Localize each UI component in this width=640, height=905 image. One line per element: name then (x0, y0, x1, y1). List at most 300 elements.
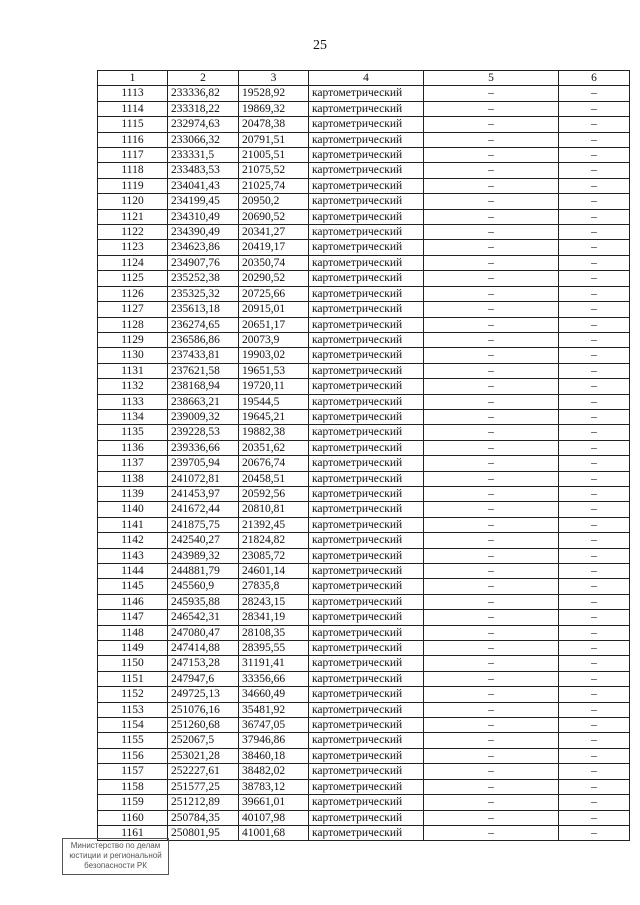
table-cell: – (424, 379, 559, 394)
table-cell: картометрический (309, 641, 424, 656)
table-row (98, 302, 630, 317)
table-row (98, 795, 630, 810)
table-cell: 20478,38 (239, 117, 309, 132)
table-cell: картометрический (309, 225, 424, 240)
table-cell: – (559, 317, 630, 332)
table-cell: 238168,94 (168, 379, 239, 394)
table-cell: 233066,32 (168, 132, 239, 147)
table-cell: 1145 (98, 579, 168, 594)
table-cell: – (424, 764, 559, 779)
table-row (98, 810, 630, 825)
table-cell: картометрический (309, 825, 424, 840)
table-cell: картометрический (309, 533, 424, 548)
table-cell: – (424, 748, 559, 763)
table-cell: – (424, 825, 559, 840)
table-cell: 20341,27 (239, 225, 309, 240)
table-cell: 246542,31 (168, 610, 239, 625)
table-cell: – (559, 671, 630, 686)
table-cell: картометрический (309, 117, 424, 132)
table-cell: – (559, 394, 630, 409)
table-row (98, 687, 630, 702)
table-row (98, 825, 630, 840)
table-cell: 237621,58 (168, 363, 239, 378)
table-cell: 1148 (98, 625, 168, 640)
stamp-line: Министерство по делам (70, 841, 161, 850)
table-cell: – (424, 440, 559, 455)
table-cell: картометрический (309, 302, 424, 317)
table-row (98, 486, 630, 501)
table-cell: 20810,81 (239, 502, 309, 517)
table-cell: – (559, 779, 630, 794)
table-cell: 1115 (98, 117, 168, 132)
table-cell: 236586,86 (168, 332, 239, 347)
table-cell: картометрический (309, 148, 424, 163)
table-cell: 21824,82 (239, 533, 309, 548)
table-cell: – (559, 748, 630, 763)
table-cell: 232974,63 (168, 117, 239, 132)
table-cell: 1135 (98, 425, 168, 440)
table-cell: картометрический (309, 379, 424, 394)
table-cell: – (424, 86, 559, 101)
table-cell: – (559, 810, 630, 825)
table-row (98, 718, 630, 733)
table-cell: картометрический (309, 764, 424, 779)
table-cell: 233483,53 (168, 163, 239, 178)
table-cell: 1125 (98, 271, 168, 286)
table-cell: 20073,9 (239, 332, 309, 347)
table-cell: – (424, 517, 559, 532)
table-cell: – (424, 671, 559, 686)
table-cell: картометрический (309, 579, 424, 594)
table-cell: – (559, 456, 630, 471)
table-cell: – (424, 209, 559, 224)
table-row (98, 86, 630, 101)
table-row (98, 163, 630, 178)
table-cell: 249725,13 (168, 687, 239, 702)
table-cell: 1122 (98, 225, 168, 240)
table-cell: 1130 (98, 348, 168, 363)
table-cell: картометрический (309, 163, 424, 178)
table-cell: 19544,5 (239, 394, 309, 409)
table-cell: 1153 (98, 702, 168, 717)
table-cell: 1150 (98, 656, 168, 671)
table-row (98, 425, 630, 440)
table-cell: 19651,53 (239, 363, 309, 378)
table-cell: 38783,12 (239, 779, 309, 794)
table-cell: 21392,45 (239, 517, 309, 532)
table-cell: 20351,62 (239, 440, 309, 455)
table-cell: – (559, 86, 630, 101)
table-cell: 1126 (98, 286, 168, 301)
table-cell: – (424, 255, 559, 270)
table-cell: – (424, 101, 559, 116)
table-row (98, 409, 630, 424)
table-cell: – (559, 379, 630, 394)
table-cell: 252067,5 (168, 733, 239, 748)
table-row (98, 548, 630, 563)
table-cell: 1151 (98, 671, 168, 686)
table-cell: 39661,01 (239, 795, 309, 810)
table-row (98, 348, 630, 363)
table-cell: 37946,86 (239, 733, 309, 748)
table-row (98, 656, 630, 671)
table-cell: – (424, 148, 559, 163)
table-cell: 1128 (98, 317, 168, 332)
table-cell: – (559, 409, 630, 424)
table-cell: – (424, 641, 559, 656)
table-cell: – (424, 394, 559, 409)
table-cell: картометрический (309, 317, 424, 332)
table-cell: – (559, 564, 630, 579)
table-cell: 28395,55 (239, 641, 309, 656)
table-cell: 1119 (98, 178, 168, 193)
table-cell: 35481,92 (239, 702, 309, 717)
table-row (98, 317, 630, 332)
table-cell: 28108,35 (239, 625, 309, 640)
table-cell: 251577,25 (168, 779, 239, 794)
table-cell: картометрический (309, 610, 424, 625)
table-cell: 19903,02 (239, 348, 309, 363)
table-cell: – (424, 302, 559, 317)
table-cell: – (424, 594, 559, 609)
table-row (98, 625, 630, 640)
table-cell: 19882,38 (239, 425, 309, 440)
table-cell: 245935,88 (168, 594, 239, 609)
table-cell: 234907,76 (168, 255, 239, 270)
table-cell: 239336,66 (168, 440, 239, 455)
table-cell: – (559, 209, 630, 224)
table-cell: – (424, 625, 559, 640)
table-cell: картометрический (309, 363, 424, 378)
table-row (98, 332, 630, 347)
table-cell: – (559, 502, 630, 517)
table-row (98, 132, 630, 147)
stamp-line: безопасности РК (84, 861, 147, 870)
table-cell: – (559, 271, 630, 286)
table-row (98, 286, 630, 301)
table-cell: 20676,74 (239, 456, 309, 471)
table-cell: 253021,28 (168, 748, 239, 763)
table-cell: – (424, 117, 559, 132)
table-cell: 36747,05 (239, 718, 309, 733)
table-cell: – (424, 132, 559, 147)
table-cell: картометрический (309, 564, 424, 579)
table-cell: – (424, 779, 559, 794)
table-row (98, 610, 630, 625)
table-cell: картометрический (309, 671, 424, 686)
table-cell: – (424, 178, 559, 193)
table-row (98, 733, 630, 748)
table-row (98, 271, 630, 286)
table-cell: картометрический (309, 502, 424, 517)
table-cell: картометрический (309, 348, 424, 363)
table-cell: картометрический (309, 271, 424, 286)
column-header: 2 (168, 71, 239, 86)
table-row (98, 178, 630, 193)
table-cell: – (559, 702, 630, 717)
table-cell: – (559, 625, 630, 640)
table-cell: картометрический (309, 779, 424, 794)
table-cell: 235252,38 (168, 271, 239, 286)
table-row (98, 471, 630, 486)
ministry-stamp (62, 838, 169, 875)
table-cell: 1140 (98, 502, 168, 517)
table-cell: – (559, 302, 630, 317)
table-cell: 21075,52 (239, 163, 309, 178)
table-cell: 239705,94 (168, 456, 239, 471)
table-cell: – (559, 148, 630, 163)
table-cell: 20651,17 (239, 317, 309, 332)
table-cell: – (559, 101, 630, 116)
table-cell: картометрический (309, 409, 424, 424)
table-cell: – (559, 656, 630, 671)
table-cell: картометрический (309, 486, 424, 501)
table-cell: картометрический (309, 810, 424, 825)
table-cell: 233318,22 (168, 101, 239, 116)
table-cell: 250784,35 (168, 810, 239, 825)
table-cell: 20592,56 (239, 486, 309, 501)
table-cell: 1156 (98, 748, 168, 763)
table-cell: – (559, 363, 630, 378)
table-row (98, 764, 630, 779)
table-cell: 245560,9 (168, 579, 239, 594)
table-row (98, 194, 630, 209)
table-row (98, 240, 630, 255)
table-cell: 1132 (98, 379, 168, 394)
table-cell: 234390,49 (168, 225, 239, 240)
table-row (98, 517, 630, 532)
table-cell: – (424, 225, 559, 240)
table-cell: 1149 (98, 641, 168, 656)
table-row (98, 702, 630, 717)
table-cell: 20791,51 (239, 132, 309, 147)
table-cell: 1138 (98, 471, 168, 486)
table-cell: – (559, 610, 630, 625)
table-cell: картометрический (309, 548, 424, 563)
table-cell: – (559, 687, 630, 702)
table-cell: 251076,16 (168, 702, 239, 717)
table-row (98, 641, 630, 656)
table-cell: – (424, 702, 559, 717)
table-cell: – (424, 363, 559, 378)
stamp-line: юстиции и региональной (69, 851, 162, 860)
table-cell: – (559, 486, 630, 501)
table-cell: – (559, 255, 630, 270)
table-row (98, 148, 630, 163)
table-cell: 247947,6 (168, 671, 239, 686)
table-cell: – (424, 733, 559, 748)
table-cell: картометрический (309, 718, 424, 733)
table-cell: 23085,72 (239, 548, 309, 563)
table-cell: 20458,51 (239, 471, 309, 486)
table-row (98, 579, 630, 594)
table-cell: 1147 (98, 610, 168, 625)
table-cell: 1113 (98, 86, 168, 101)
table-cell: – (559, 240, 630, 255)
table-cell: – (559, 733, 630, 748)
table-cell: 1158 (98, 779, 168, 794)
table-cell: 1152 (98, 687, 168, 702)
table-cell: – (559, 641, 630, 656)
table-cell: – (559, 132, 630, 147)
column-header: 6 (559, 71, 630, 86)
table-cell: картометрический (309, 286, 424, 301)
table-cell: 251212,89 (168, 795, 239, 810)
table-cell: 38460,18 (239, 748, 309, 763)
table-cell: картометрический (309, 86, 424, 101)
column-header: 4 (309, 71, 424, 86)
table-cell: 1114 (98, 101, 168, 116)
table-cell: – (559, 533, 630, 548)
table-cell: – (559, 440, 630, 455)
table-cell: – (424, 271, 559, 286)
table-row (98, 255, 630, 270)
table-cell: 1139 (98, 486, 168, 501)
table-cell: – (424, 317, 559, 332)
table-cell: 234041,43 (168, 178, 239, 193)
table-cell: – (559, 471, 630, 486)
table-cell: 19869,32 (239, 101, 309, 116)
table-cell: 1136 (98, 440, 168, 455)
table-cell: – (424, 348, 559, 363)
table-cell: картометрический (309, 594, 424, 609)
table-row (98, 225, 630, 240)
table-cell: – (559, 718, 630, 733)
table-cell: 21005,51 (239, 148, 309, 163)
table-cell: 20350,74 (239, 255, 309, 270)
table-cell: 41001,68 (239, 825, 309, 840)
table-cell: – (559, 579, 630, 594)
table-cell: – (559, 286, 630, 301)
table-cell: 247080,47 (168, 625, 239, 640)
table-cell: картометрический (309, 132, 424, 147)
table-cell: 241453,97 (168, 486, 239, 501)
table-cell: картометрический (309, 687, 424, 702)
table-cell: 242540,27 (168, 533, 239, 548)
table-cell: 1157 (98, 764, 168, 779)
table-cell: картометрический (309, 332, 424, 347)
table-cell: картометрический (309, 795, 424, 810)
column-header: 5 (424, 71, 559, 86)
table-cell: 251260,68 (168, 718, 239, 733)
table-cell: 1159 (98, 795, 168, 810)
table-cell: картометрический (309, 456, 424, 471)
table-cell: 24601,14 (239, 564, 309, 579)
table-cell: – (424, 425, 559, 440)
table-cell: – (424, 533, 559, 548)
table-cell: – (424, 502, 559, 517)
table-cell: 234310,49 (168, 209, 239, 224)
table-cell: – (424, 194, 559, 209)
table-cell: – (559, 348, 630, 363)
table-cell: 28243,15 (239, 594, 309, 609)
table-cell: – (559, 332, 630, 347)
table-row (98, 533, 630, 548)
table-cell: – (424, 810, 559, 825)
table-cell: 238663,21 (168, 394, 239, 409)
table-cell: 20290,52 (239, 271, 309, 286)
table-cell: 1137 (98, 456, 168, 471)
table-cell: 1143 (98, 548, 168, 563)
table-cell: – (424, 456, 559, 471)
table-cell: картометрический (309, 425, 424, 440)
table-cell: – (424, 579, 559, 594)
table-cell: 1116 (98, 132, 168, 147)
table-cell: – (559, 225, 630, 240)
table-cell: 34660,49 (239, 687, 309, 702)
table-cell: – (559, 178, 630, 193)
table-cell: 1123 (98, 240, 168, 255)
table-row (98, 564, 630, 579)
table-cell: 33356,66 (239, 671, 309, 686)
table-cell: – (424, 548, 559, 563)
table-cell: картометрический (309, 625, 424, 640)
table-cell: картометрический (309, 394, 424, 409)
table-cell: – (559, 594, 630, 609)
table-cell: 40107,98 (239, 810, 309, 825)
table-row (98, 748, 630, 763)
table-cell: 19528,92 (239, 86, 309, 101)
table-row (98, 502, 630, 517)
table-cell: 247153,28 (168, 656, 239, 671)
table-cell: картометрический (309, 702, 424, 717)
table-cell: – (424, 486, 559, 501)
table-cell: 234199,45 (168, 194, 239, 209)
table-cell: 1160 (98, 810, 168, 825)
table-cell: 241072,81 (168, 471, 239, 486)
table-cell: – (424, 163, 559, 178)
table-cell: 247414,88 (168, 641, 239, 656)
table-cell: – (424, 610, 559, 625)
table-cell: 1118 (98, 163, 168, 178)
table-cell: 241875,75 (168, 517, 239, 532)
table-cell: 20725,66 (239, 286, 309, 301)
table-cell: – (559, 163, 630, 178)
table-cell: картометрический (309, 440, 424, 455)
table-cell: 20950,2 (239, 194, 309, 209)
table-cell: 1131 (98, 363, 168, 378)
table-cell: – (559, 117, 630, 132)
table-row (98, 209, 630, 224)
table-cell: 252227,61 (168, 764, 239, 779)
table-cell: 1133 (98, 394, 168, 409)
table-cell: – (424, 795, 559, 810)
table-cell: – (424, 471, 559, 486)
table-cell: 1117 (98, 148, 168, 163)
table-cell: 1161 (98, 825, 168, 840)
column-header: 3 (239, 71, 309, 86)
table-cell: 20419,17 (239, 240, 309, 255)
table-cell: 234623,86 (168, 240, 239, 255)
table-cell: 1121 (98, 209, 168, 224)
table-row (98, 117, 630, 132)
table-cell: 1120 (98, 194, 168, 209)
table-cell: 21025,74 (239, 178, 309, 193)
table-cell: 20915,01 (239, 302, 309, 317)
table-cell: 1124 (98, 255, 168, 270)
table-row (98, 440, 630, 455)
table-cell: 27835,8 (239, 579, 309, 594)
table-cell: – (559, 517, 630, 532)
table-cell: – (559, 825, 630, 840)
table-cell: 244881,79 (168, 564, 239, 579)
table-cell: картометрический (309, 748, 424, 763)
table-row (98, 363, 630, 378)
table-cell: – (559, 764, 630, 779)
table-cell: 1129 (98, 332, 168, 347)
table-cell: картометрический (309, 656, 424, 671)
table-cell: – (559, 795, 630, 810)
